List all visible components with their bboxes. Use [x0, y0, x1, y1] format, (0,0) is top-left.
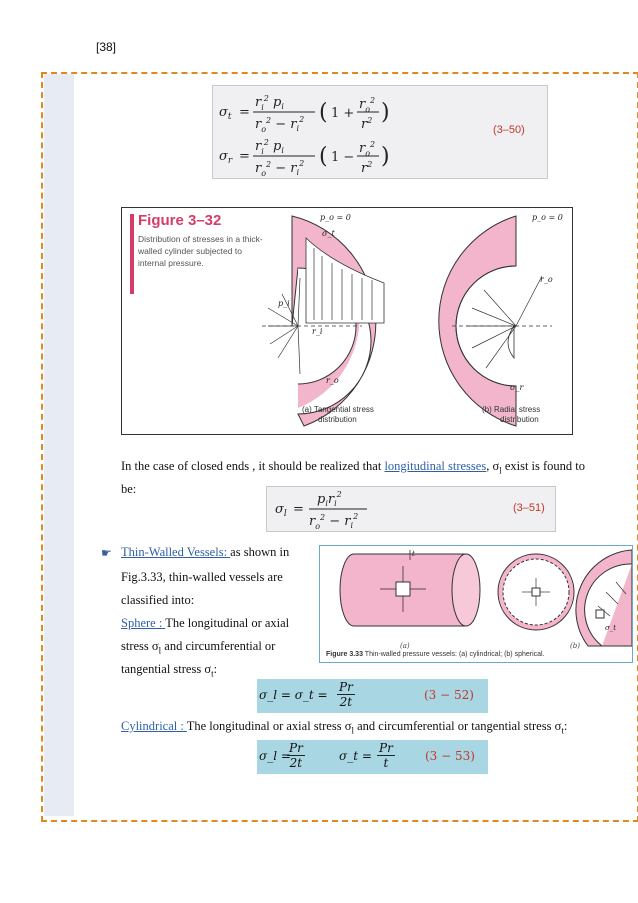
svg-text:σl: $\sigma_l$	[275, 502, 287, 519]
fig-left-ro: r_o	[326, 376, 339, 385]
closed-ends-text-1: In the case of closed ends , it should be realized that	[121, 459, 385, 473]
figure-3-33-caption-bold: Figure 3.33	[326, 651, 363, 658]
fig-right-po: p_o = 0	[532, 213, 563, 222]
fig-left-po: p_o = 0	[320, 213, 351, 222]
eq353-frac2	[377, 741, 395, 770]
fig-left-label-a: (a) Tangential stress	[302, 405, 374, 414]
eq353-lhs2: σ_t =	[339, 749, 372, 763]
svg-text:=: =	[239, 149, 250, 164]
eq352-den: 2t	[339, 695, 353, 709]
line5-sub: l	[158, 645, 162, 656]
line6-text: tangential stress σ	[121, 662, 212, 676]
thin-walled-heading-rest: as shown in	[230, 545, 290, 559]
svg-text:(: (	[319, 144, 328, 169]
svg-text:): )	[381, 100, 390, 125]
thin-walled-line3: classified into:	[121, 593, 195, 607]
longitudinal-stresses-link[interactable]: longitudinal stresses	[384, 459, 487, 473]
svg-text:r2: $r^2$	[361, 160, 373, 176]
sphere-link[interactable]: Sphere :	[121, 616, 166, 630]
figure-3-32-graphic	[122, 208, 572, 434]
thin-walled-vessels-link[interactable]: Thin-Walled Vessels:	[121, 545, 231, 559]
cylindrical-sub1: l	[351, 725, 354, 736]
svg-text:): )	[381, 144, 390, 169]
eq353-num1: Pr	[289, 741, 303, 755]
figure-3-33	[319, 545, 633, 663]
svg-text:ri2 pi: $r_i^2$ $p_i$	[255, 94, 284, 112]
eq350-sigma-r: $\sigma_r$	[219, 149, 233, 166]
figure-3-32	[121, 207, 573, 435]
closed-ends-line2: be:	[121, 482, 137, 496]
eq352-expr: σ_l = σ_t =	[259, 688, 328, 702]
closed-ends-text-3: exist is found to	[501, 459, 586, 473]
cylindrical-text: The longitudinal or axial stress σ	[186, 719, 352, 733]
equation-3-52	[257, 679, 488, 713]
svg-text:1 +: 1 +	[331, 106, 355, 121]
svg-text:ro2 − ri2: $r_o^2 - r_i^2$	[255, 115, 305, 134]
cylindrical-link[interactable]: Cylindrical :	[121, 719, 187, 733]
equation-3-53-b	[377, 740, 488, 774]
figure-3-33-caption	[326, 651, 545, 658]
svg-text:ri2 pi: $r_i^2$ $p_i$	[255, 138, 284, 156]
eq353-frac1	[287, 741, 305, 770]
line5-text: stress σ	[121, 639, 159, 653]
fig-right-label-b: distribution	[500, 415, 539, 424]
svg-text:r2: $r^2$	[361, 116, 373, 132]
svg-text:ro2 − ri2: $r_o^2 - r_i^2$	[309, 512, 359, 531]
equation-3-51-graphic	[267, 487, 555, 531]
equation-3-51	[266, 486, 556, 532]
hand-pointer-icon: ☛	[101, 546, 112, 560]
cylindrical-sub2: t	[561, 725, 564, 736]
fig-right-sigma: σ_r	[510, 383, 524, 392]
closed-ends-sub: l	[499, 465, 502, 476]
figure-3-32-caption: Distribution of stresses in a thick-walled cylinder subjected to internal pressure.	[138, 234, 263, 268]
svg-text:piri2: $p_ir_i^2$	[317, 490, 342, 508]
cylindrical-text2: and circumferential or tangential stress σ	[353, 719, 562, 733]
fig333-sigma-t: σ_t	[605, 624, 617, 632]
svg-text:(: (	[319, 100, 328, 125]
fig-left-ri: r_i	[312, 327, 323, 336]
fig333-label-a: (a)	[400, 642, 410, 650]
fig-right-label-a: (b) Radial stress	[482, 405, 541, 414]
line6-sub: t	[211, 668, 214, 679]
figure-3-32-title: Figure 3–32	[138, 212, 222, 229]
thin-walled-heading-line	[121, 541, 311, 564]
fig333-label-b: (b)	[570, 642, 580, 650]
equation-3-51-label: (3–51)	[513, 502, 545, 514]
figure-3-33-graphic	[320, 546, 632, 662]
page-number: [38]	[96, 40, 117, 54]
eq352-num: Pr	[339, 680, 353, 694]
eq350-sigma-t: $\sigma_t$	[219, 105, 232, 122]
eq352-frac	[337, 680, 355, 709]
svg-text:=: =	[239, 105, 250, 120]
svg-text:ro2 − ri2: $r_o^2 - r_i^2$	[255, 159, 305, 178]
equation-3-50-label: (3–50)	[493, 124, 525, 136]
equation-3-53-label: (3 − 53)	[425, 749, 475, 763]
line6-end: :	[213, 662, 218, 676]
eq353-den1: 2t	[289, 756, 303, 770]
fig333-t: t	[412, 550, 415, 558]
equation-3-53	[257, 740, 377, 774]
eq353-lhs1: σ_l =	[259, 749, 291, 763]
fig-left-sigma: σ_t	[322, 229, 335, 238]
thin-walled-line2: Fig.3.33, thin-walled vessels are	[121, 570, 283, 584]
sphere-line	[121, 612, 311, 635]
cylindrical-line	[121, 715, 621, 743]
fig-right-ro: r_o	[540, 275, 553, 284]
line5-rest: and circumferential or	[161, 639, 276, 653]
cylindrical-end: :	[563, 719, 568, 733]
svg-text:=: =	[293, 502, 304, 517]
eq353-den2: t	[383, 756, 389, 770]
svg-text:1 −: 1 −	[331, 150, 355, 165]
fig-left-label-b: distribution	[318, 415, 357, 424]
equation-3-52-label: (3 − 52)	[424, 688, 474, 702]
sphere-rest: The longitudinal or axial	[165, 616, 290, 630]
closed-ends-paragraph	[121, 455, 611, 483]
figure-3-33-caption-text: Thin-walled pressure vessels: (a) cylindrical; (b) spherical.	[364, 651, 545, 658]
svg-text:ro2: $r_o^2$	[359, 140, 376, 158]
fig-left-pi: p_i	[278, 299, 290, 308]
eq353-num2: Pr	[379, 741, 393, 755]
equation-3-50	[212, 85, 548, 179]
closed-ends-text-2: , σ	[486, 459, 500, 473]
svg-text:ro2: $r_o^2$	[359, 96, 376, 114]
